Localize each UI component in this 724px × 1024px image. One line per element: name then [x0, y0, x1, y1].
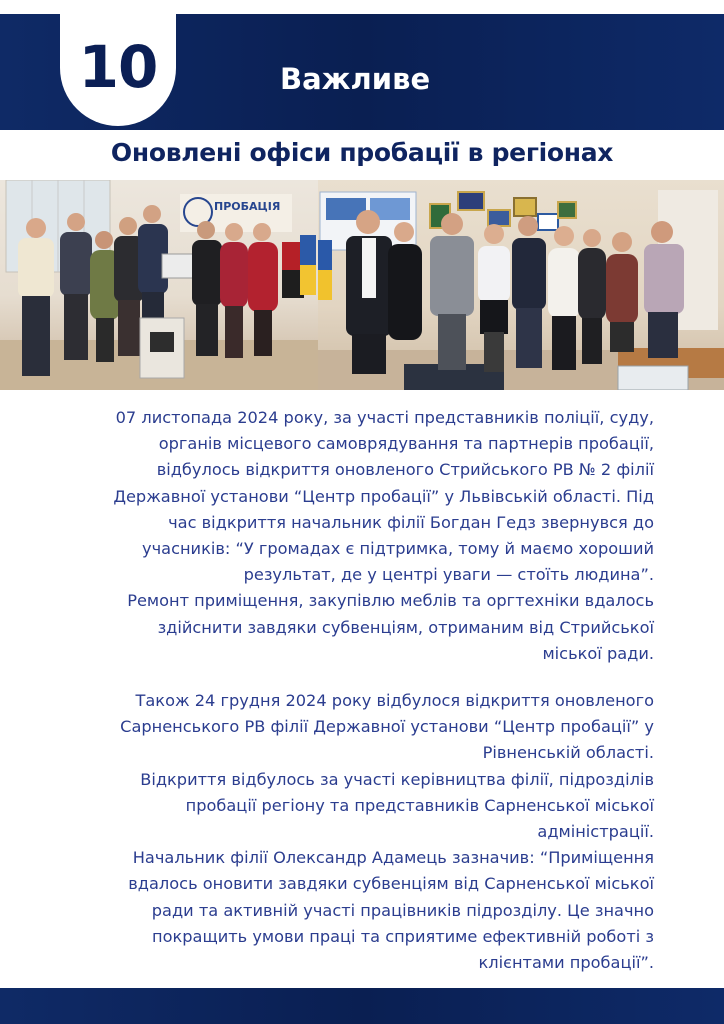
paragraph-line: Сарненського РВ філії Державної установи “Центр пробації” у — [120, 717, 654, 737]
paragraph-line: адміністрації. — [537, 822, 654, 842]
paragraph-line: клієнтами пробації”. — [478, 953, 654, 973]
photo-sarny-office-opening — [318, 180, 724, 390]
photo-stryi-office-opening — [0, 180, 318, 390]
paragraph-line: міської ради. — [542, 643, 654, 663]
section-title: Важливе — [280, 62, 431, 96]
paragraph-line: 07 листопада 2024 року, за участі представників поліції, суду, — [115, 408, 654, 427]
paragraph-line: органів місцевого самоврядування та партнерів пробації, — [158, 434, 654, 454]
paragraph-line: ради та активній участі працівників підрозділу. Це значно — [151, 900, 654, 920]
paragraph-line: Начальник філії Олександр Адамець зазначив: “Приміщення — [132, 848, 654, 868]
paragraph-line: здійснити завдяки субвенціям, отриманим від Стрийської — [157, 617, 654, 637]
paragraph-line: відбулось відкриття оновленого Стрийського РВ № 2 філії — [156, 460, 654, 480]
paragraph-line: Відкриття відбулось за участі керівництва філії, підрозділів — [140, 769, 654, 789]
paragraph-sarny — [60, 688, 654, 976]
paragraph-line: Державної установи “Центр пробації” у Львівській області. Під — [113, 486, 654, 506]
photo-stryi-illustration — [0, 180, 318, 390]
paragraph-line: Ремонт приміщення, закупівлю меблів та оргтехніки вдалось — [127, 591, 654, 611]
paragraph-line: Також 24 грудня 2024 року відбулося відкриття оновленого — [135, 691, 654, 710]
photo-sarny-illustration — [318, 180, 724, 390]
paragraph-line: час відкриття начальник філії Богдан Гедз звернувся до — [168, 512, 654, 532]
paragraph-stryi — [60, 405, 654, 667]
header-band — [0, 14, 724, 130]
page-number-tab — [60, 14, 176, 126]
paragraph-line: Рівненській області. — [482, 743, 654, 763]
paragraph-line: вдалось оновити завдяки субвенціям від Сарненської міської — [128, 874, 654, 894]
probation-sign-text: ПРОБАЦІЯ — [214, 200, 281, 213]
paragraph-line: пробації регіону та представників Сарненської міської — [185, 795, 654, 815]
page-number: 10 — [78, 33, 158, 101]
paragraph-line: учасників: “У громадах є підтримка, тому й маємо хороший — [142, 539, 654, 559]
paragraph-line: покращить умови праці та сприятиме ефективній роботі з — [152, 926, 654, 946]
footer-band — [0, 988, 724, 1024]
article-headline: Оновлені офіси пробації в регіонах — [110, 138, 614, 167]
paragraph-line: результат, де у центрі уваги — стоїть людина”. — [243, 565, 654, 585]
